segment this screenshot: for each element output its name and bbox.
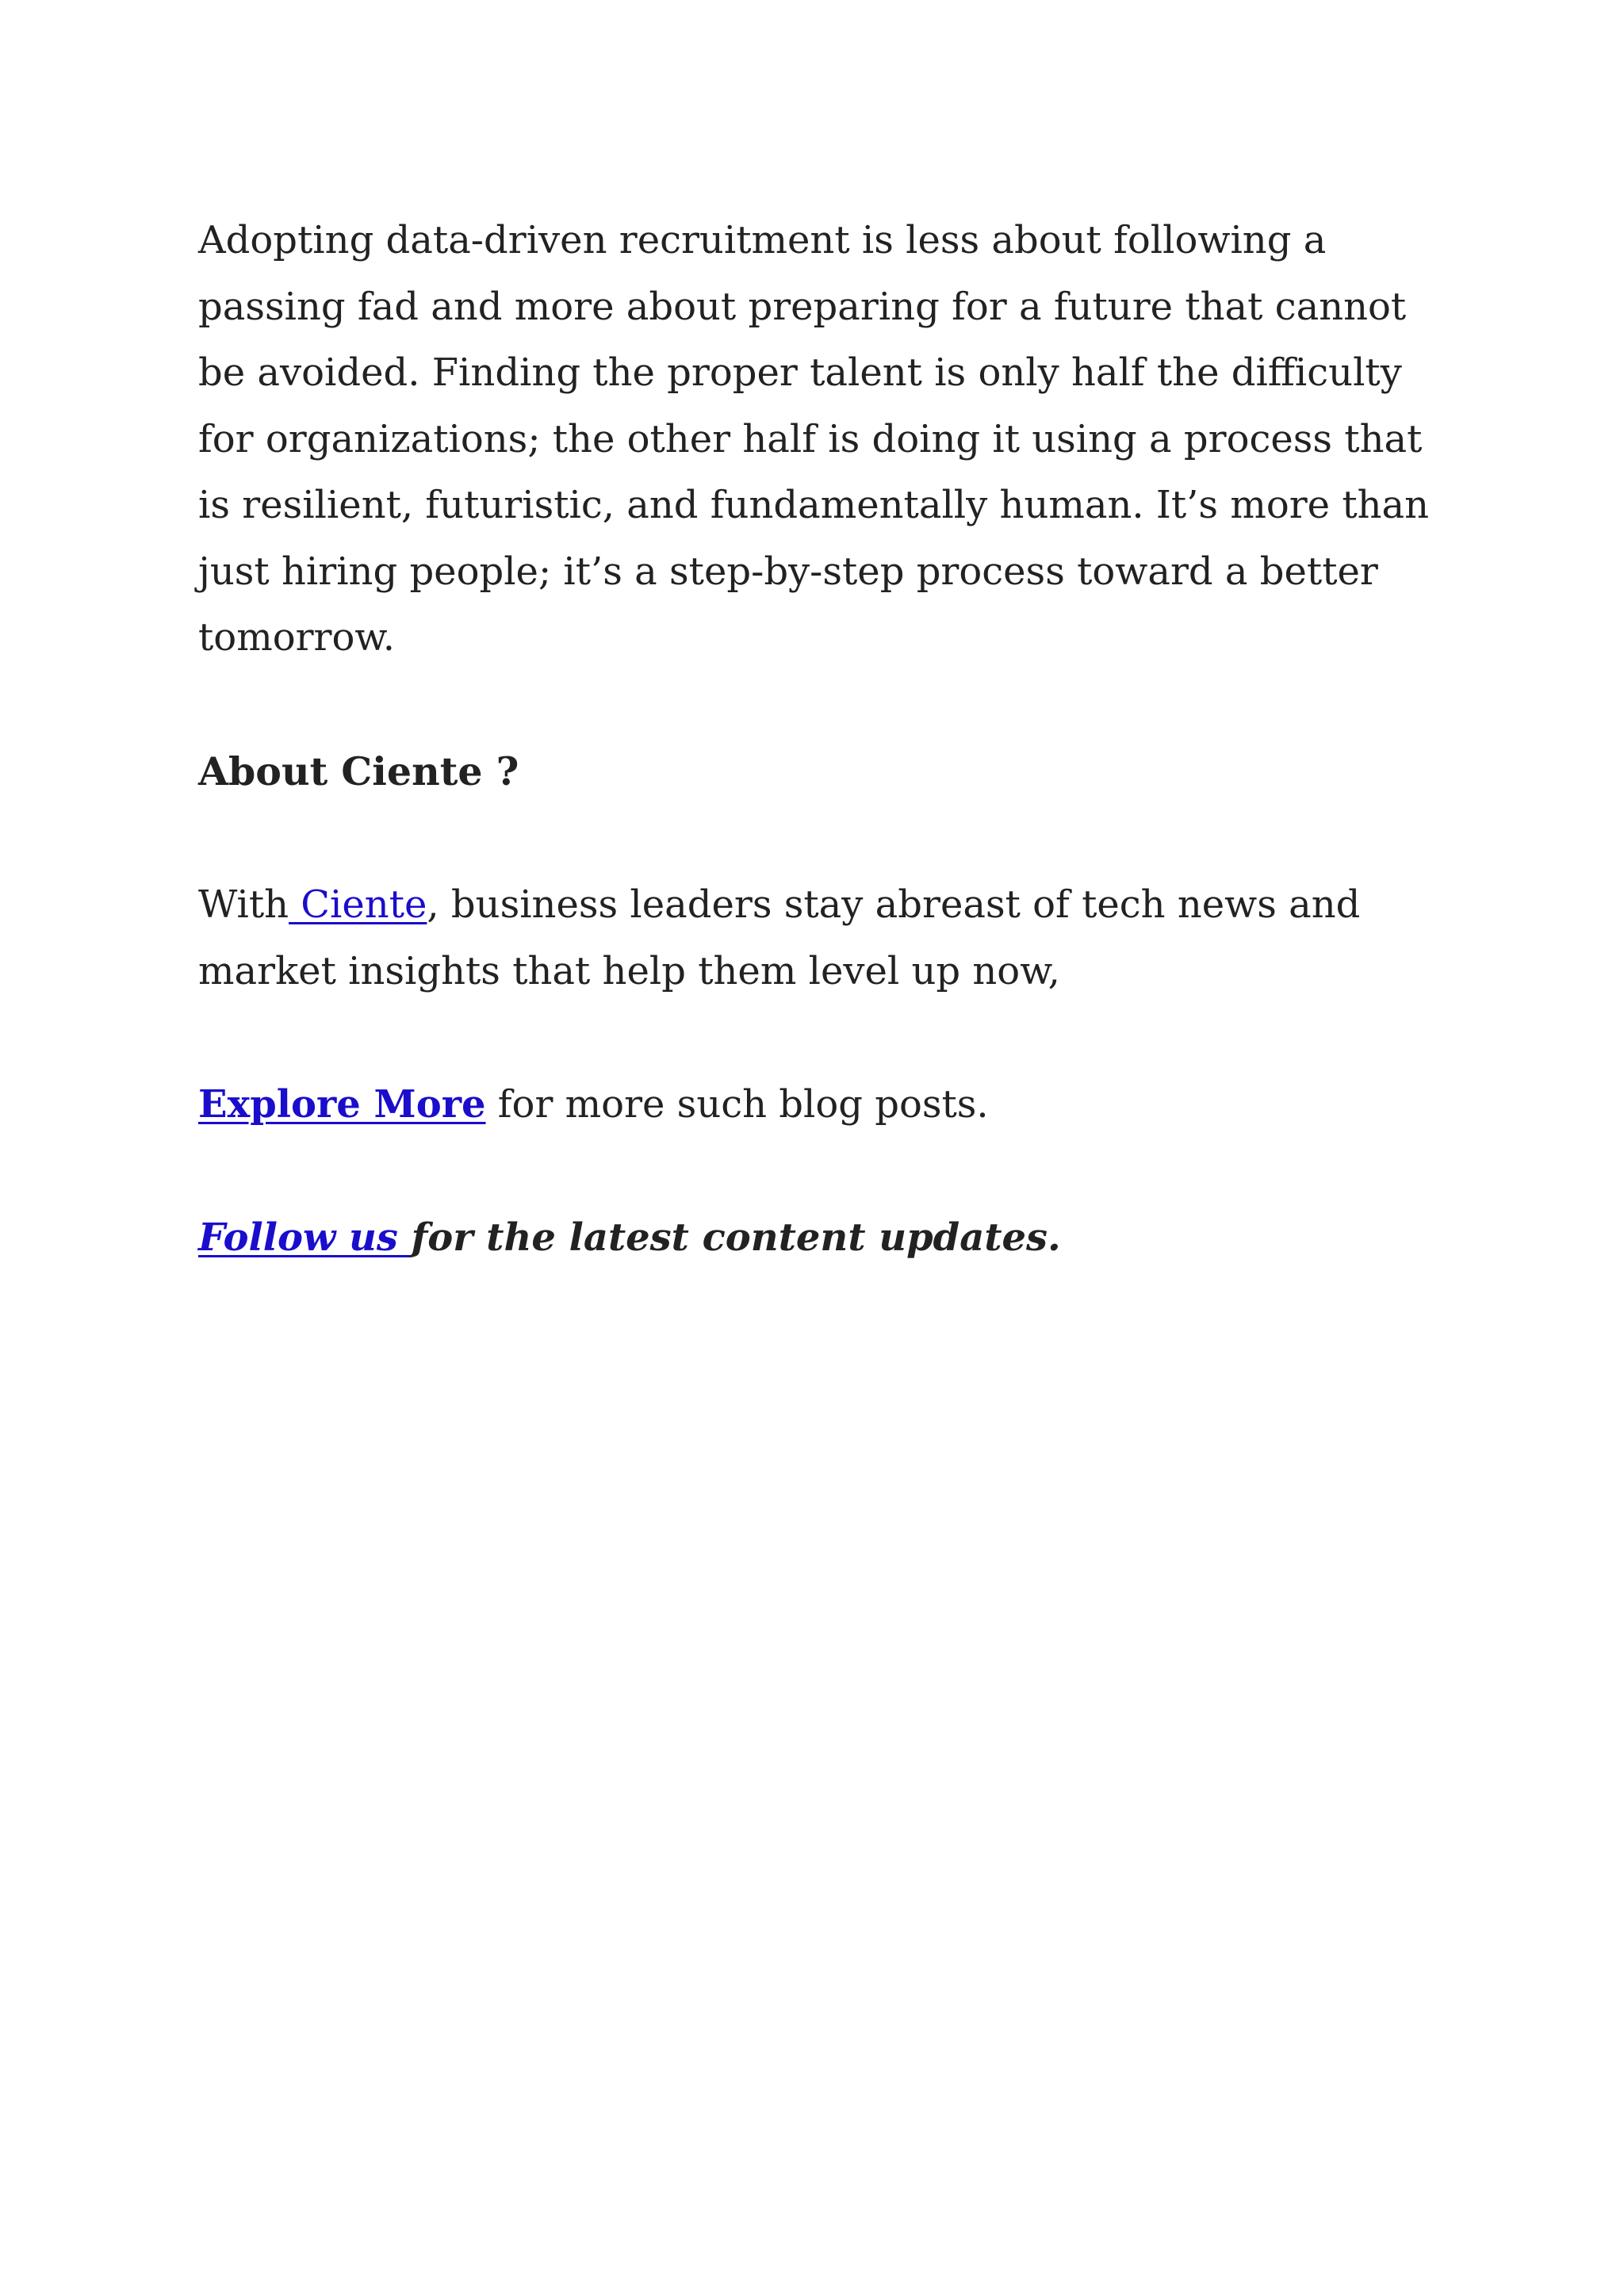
ciente-link[interactable]: Ciente [289, 882, 427, 927]
about-prefix: With [198, 882, 289, 927]
explore-more-link[interactable]: Explore More [198, 1081, 486, 1127]
intro-paragraph: Adopting data-driven recruitment is less about following a passing fad and more about preparing for a future that cannot be avoided. Finding the proper talent is only half the difficulty for organizations; the other half is doing it using a process that is resilient, futuristic, and fundamentally human. It’s more than just hiring people; it’s a step-by-step process toward a better tomorrow. [198, 218, 1430, 660]
follow-paragraph [198, 1204, 1451, 1271]
explore-suffix: for more such blog posts. [485, 1081, 989, 1127]
article-body [198, 208, 1451, 1271]
explore-paragraph [198, 1071, 1451, 1138]
follow-suffix: for the latest content updates. [411, 1215, 1061, 1260]
follow-us-link[interactable]: Follow us [198, 1215, 412, 1260]
about-paragraph [198, 871, 1451, 1004]
about-suffix: , business leaders stay abreast of tech news and market insights that help them level up now, [198, 882, 1361, 993]
about-heading: About Ciente ? [198, 748, 519, 794]
